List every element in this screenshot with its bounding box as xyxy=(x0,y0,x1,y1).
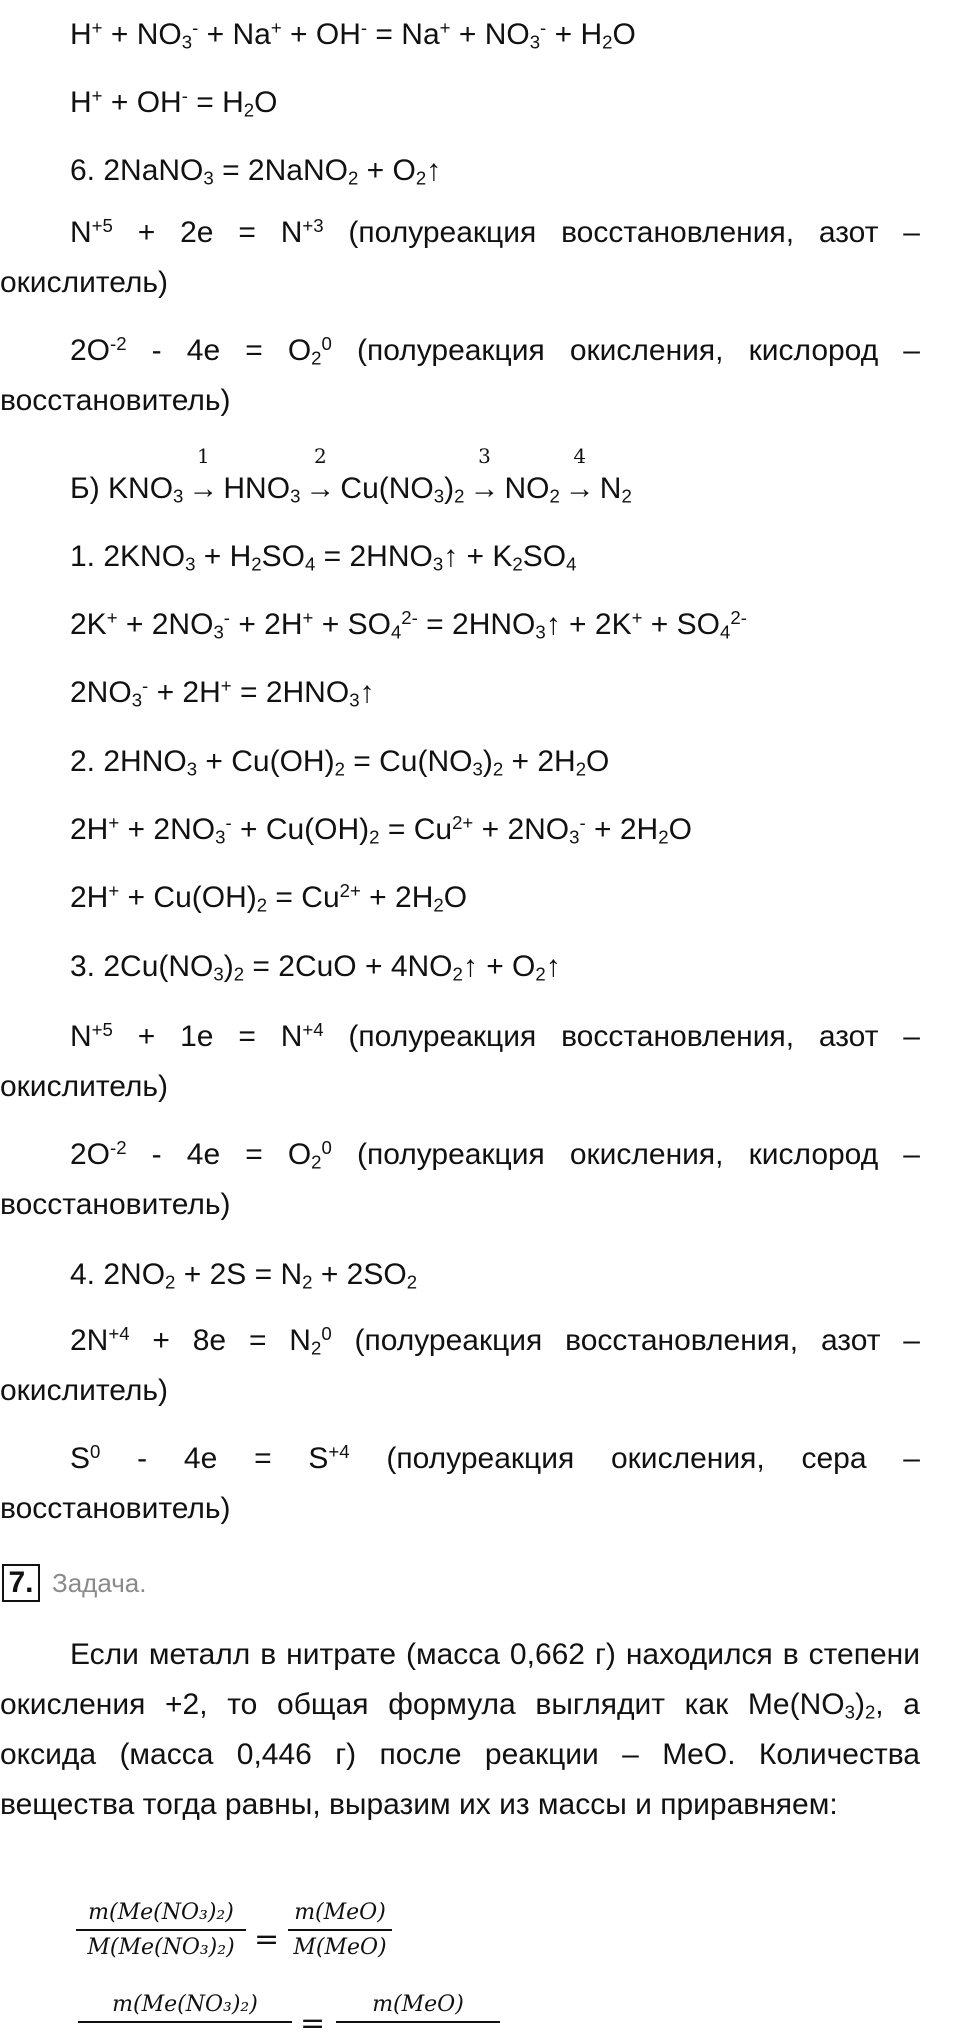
arrow-number: 2 xyxy=(314,444,327,468)
step1-ionic-full: $2K^+ + 2NO_3^- + 2H^+ + SO_4^{2-}$ = $2HNO_3↑ + 2K^+ + SO_4^{2-}$ xyxy=(70,606,747,643)
fraction-numerator: m(Me(NO₃)₂) xyxy=(88,1900,234,1925)
step2-ionic-full: $2H^+ + 2NO_3^- + Cu(OH)_2 = Cu^{2+} + 2NO_3^- + 2H_2O$ xyxy=(70,811,692,848)
arrow-number: 1 xyxy=(197,444,210,468)
ionic-short-equation: $H^+ + OH^- = H_2O$ xyxy=(70,84,278,121)
step4-reduction: $2N^{+4} + 8e = N_2^0$ (полуреакция восстановления, азот – окислитель) xyxy=(0,1322,920,1407)
fraction-bar xyxy=(336,2021,500,2023)
fraction-denominator: M(Me(NO₃)₂) xyxy=(87,1935,235,1960)
task-number-box: 7. xyxy=(2,1564,40,1602)
step2-equation: 2. $2HNO_3 + Cu(OH)_2 = Cu(NO_3)_2 + 2H_2O$ xyxy=(70,745,610,780)
arrow-step-3: 3 → xyxy=(464,470,504,508)
fraction-bar xyxy=(78,2021,292,2023)
task7-text: Если металл в нитрате (масса 0,662 г) находился в степени окисления +2, то общая формула выглядит как $Me(NO_3)_2$, а оксида (масса 0,446 г) после реакции – MeO. Количества вещества тогда равны, выразим их из массы и приравняем: xyxy=(0,1638,920,1821)
chain-label: Б) xyxy=(70,472,100,505)
chain-b: Б) $KNO_3$ 1 → $HNO_3$ 2 → $Cu(NO_3)_2$ 3 → $NO_2$ 4 → $N_2$ xyxy=(70,444,632,507)
step1-equation: 1. $2KNO_3 + H_2SO_4$ = $2HNO_3↑ + K_2SO_4$ xyxy=(70,540,577,575)
eq1-left-fraction xyxy=(76,1900,246,1960)
step1-ionic-short: $2NO_3^- + 2H^+$ = $2HNO_3↑$ xyxy=(70,674,375,711)
task-label: Задача. xyxy=(52,1568,147,1598)
arrow-number: 4 xyxy=(573,444,587,468)
arrow-step-2: 2 → xyxy=(300,470,340,508)
eq2-right-fraction xyxy=(336,1992,500,2023)
equals-sign: = xyxy=(254,1922,280,1957)
equals-sign: = xyxy=(300,2006,326,2041)
ionic-full-equation: $H^+ + NO_3^- + Na^+ + OH^- = Na^+ + NO_3^- + H_2O$ xyxy=(70,16,636,53)
eq1-right-fraction xyxy=(288,1900,392,1960)
eq2-left-fraction xyxy=(78,1992,292,2023)
arrow-number: 3 xyxy=(478,444,491,468)
fraction-numerator: m(MeO) xyxy=(372,1992,464,2017)
step3-reduction: $N^{+5} + 1e = N^{+4}$ (полуреакция восстановления, азот – окислитель) xyxy=(0,1018,920,1103)
step3-equation: 3. $2Cu(NO_3)_2 = 2CuO$ + $4NO_2↑$ + $O_2↑$ xyxy=(70,950,561,985)
step6-equation: 6. 2NaNO$_3$ = 2NaNO$_2$ + $O_2↑$ xyxy=(70,154,442,189)
step2-ionic-short: $2H^+ + Cu(OH)_2 = Cu^{2+} + 2H_2O$ xyxy=(70,879,468,916)
step4-oxidation: $S^0 - 4e = S^{+4}$ (полуреакция окисления, сера – восстановитель) xyxy=(0,1440,920,1525)
step6-oxidation: $2O^{-2} - 4e = O_2^0$ (полуреакция окисления, кислород – восстановитель) xyxy=(0,332,920,417)
arrow-step-4: 4 → xyxy=(560,470,600,508)
step4-equation: 4. $2NO_2 + 2S = N_2 + 2SO_2$ xyxy=(70,1258,418,1293)
fraction-numerator: m(MeO) xyxy=(294,1900,386,1925)
fraction-denominator: M(MeO) xyxy=(293,1935,387,1960)
step6-reduction: $N^{+5} + 2e = N^{+3}$ (полуреакция восстановления, азот – окислитель) xyxy=(0,214,920,299)
arrow-step-1: 1 → xyxy=(183,470,223,508)
fraction-numerator: m(Me(NO₃)₂) xyxy=(112,1992,258,2017)
step3-oxidation: $2O^{-2} - 4e = O_2^0$ (полуреакция окисления, кислород – восстановитель) xyxy=(0,1136,920,1221)
